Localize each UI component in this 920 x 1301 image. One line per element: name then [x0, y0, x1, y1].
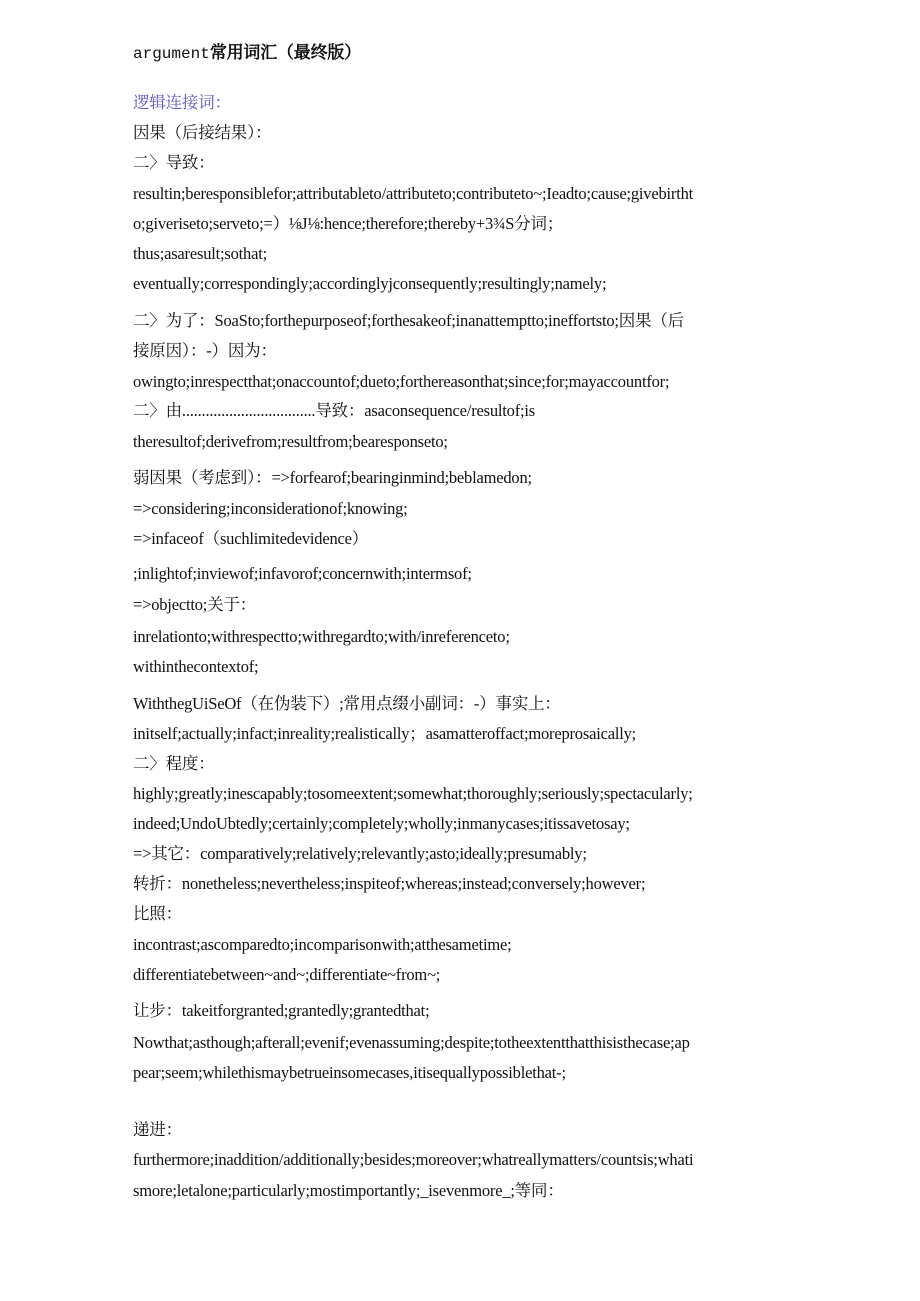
text-line: differentiatebetween~and~;differentiate~from~; — [133, 965, 441, 984]
text-line: 让步：takeitforgranted;grantedly;grantedthat; — [133, 1001, 430, 1020]
text-line: pear;seem;whilethismaybetrueinsomecases,itisequallypossiblethat-; — [133, 1063, 566, 1082]
title-suffix: 常用词汇（最终版） — [209, 43, 362, 62]
text-line: furthermore;inaddition/additionally;besides;moreover;whatreallymatters/countsis;whati — [133, 1150, 694, 1169]
text-line: =>objectto;关于： — [133, 595, 257, 614]
text-line: 递进： — [133, 1120, 182, 1139]
text-line: o;giveriseto;serveto;=）⅛J⅛:hence;therefore;thereby+3¾S分词； — [133, 214, 564, 233]
text-line: =>considering;inconsiderationof;knowing; — [133, 499, 408, 518]
text-line: smore;letalone;particularly;mostimportantly;_isevenmore_;等同： — [133, 1181, 564, 1200]
text-line: thus;asaresult;sothat; — [133, 244, 267, 263]
text-line: incontrast;ascomparedto;incomparisonwith;atthesametime; — [133, 935, 512, 954]
text-line: theresultof;derivefrom;resultfrom;bearesponseto; — [133, 432, 448, 451]
text-line: 比照： — [133, 904, 182, 923]
text-line: indeed;UndoUbtedly;certainly;completely;wholly;inmanycases;itissavetosay; — [133, 814, 630, 833]
text-line: ;inlightof;inviewof;infavorof;concernwith;intermsof; — [133, 564, 472, 583]
text-line: =>infaceof（suchlimitedevidence） — [133, 529, 369, 548]
text-line: 弱因果（考虑到）：=>forfearof;bearinginmind;beblamedon; — [133, 468, 532, 487]
text-line: 接原因）：-）因为： — [133, 341, 277, 360]
title-prefix: argument — [133, 45, 210, 63]
text-line: 转折：nonetheless;nevertheless;inspiteof;whereas;instead;conversely;however; — [133, 874, 646, 893]
text-line: 二〉由..................................导致：asaconsequence/resultof;is — [133, 401, 535, 420]
text-line: inrelationto;withrespectto;withregardto;with/inreferenceto; — [133, 627, 510, 646]
text-line: withinthecontextof; — [133, 657, 259, 676]
text-line: 二〉程度： — [133, 754, 215, 773]
text-line: owingto;inrespectthat;onaccountof;dueto;forthereasonthat;since;for;mayaccountfor; — [133, 372, 670, 391]
text-line: WiththegUiSeOf（在伪装下）;常用点缀小副词：-）事实上： — [133, 694, 561, 713]
document-title — [133, 42, 361, 65]
text-line: 二〉为了：SoaSto;forthepurposeof;forthesakeof;inanattemptto;ineffortsto;因果（后 — [133, 311, 684, 330]
text-line: Nowthat;asthough;afterall;evenif;evenassuming;despite;totheextentthatthisisthecase;ap — [133, 1033, 690, 1052]
text-line: =>其它：comparatively;relatively;relevantly;asto;ideally;presumably; — [133, 844, 587, 863]
text-line: eventually;correspondingly;accordinglyjconsequently;resultingly;namely; — [133, 274, 607, 293]
text-line: 二〉导致： — [133, 153, 215, 172]
section-heading: 逻辑连接词： — [133, 93, 231, 112]
text-line: 因果（后接结果）： — [133, 123, 272, 142]
text-line: resultin;beresponsiblefor;attributableto/attributeto;contributeto~;Ieadto;cause;givebirtht — [133, 184, 694, 203]
text-line: highly;greatly;inescapably;tosomeextent;somewhat;thoroughly;seriously;spectacularly; — [133, 784, 693, 803]
text-line: initself;actually;infact;inreality;realistically；asamatteroffact;moreprosaically; — [133, 724, 637, 743]
